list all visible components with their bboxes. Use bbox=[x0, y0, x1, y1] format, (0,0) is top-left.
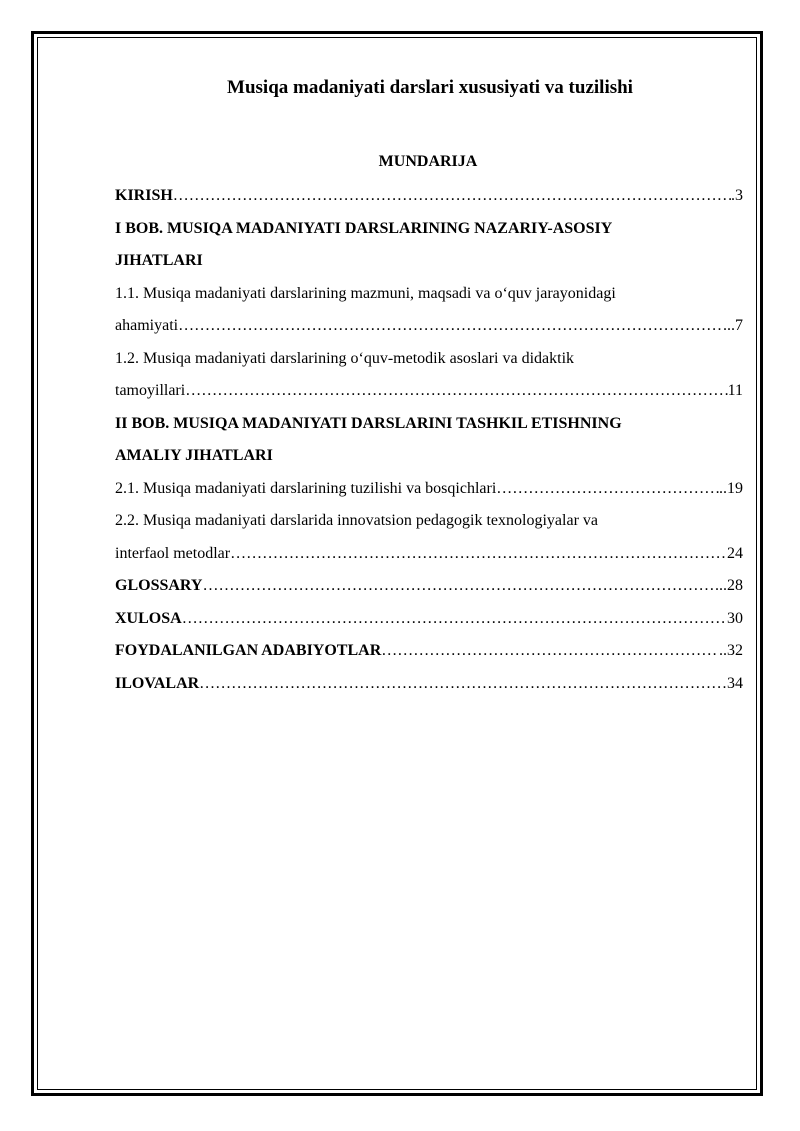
toc-leader-end: .. bbox=[719, 642, 727, 659]
toc-entry-label: 2.1. Musiqa madaniyati darslarining tuzilishi va bosqichlari bbox=[115, 479, 497, 497]
toc-section-1-2-line-1: 1.2. Musiqa madaniyati darslarining o‘quv-metodik asoslari va didaktik bbox=[115, 349, 575, 367]
toc-entry-label: tamoyillari bbox=[115, 382, 186, 399]
toc-chapter-2-line-2: AMALIY JIHATLARI bbox=[115, 447, 273, 464]
toc-leader-dots bbox=[178, 310, 723, 343]
toc-leader-dots bbox=[202, 570, 715, 603]
toc-entry-section-2-1[interactable] bbox=[115, 473, 743, 506]
toc-entry-label: ILOVALAR bbox=[115, 674, 200, 692]
toc-entry-label: KIRISH bbox=[115, 187, 173, 204]
toc-leader-dots bbox=[230, 538, 727, 571]
toc-entry-ilovalar[interactable] bbox=[115, 668, 743, 701]
toc-entry-label: XULOSA bbox=[115, 609, 182, 627]
toc-entry-section-2-2[interactable] bbox=[115, 538, 743, 571]
toc-leader-dots bbox=[173, 180, 731, 213]
table-of-contents bbox=[115, 180, 743, 700]
toc-leader-dots bbox=[199, 668, 727, 701]
toc-page-number: 7 bbox=[735, 317, 743, 334]
toc-page-number: 34 bbox=[727, 674, 743, 692]
toc-entry-label: GLOSSARY bbox=[115, 577, 203, 594]
toc-chapter-2-line-1: II BOB. MUSIQA MADANIYATI DARSLARINI TASHKIL ETISHNING bbox=[115, 414, 622, 432]
document-title: Musiqa madaniyati darslari xususiyati va tuzilishi bbox=[227, 77, 633, 98]
toc-entry-label: FOYDALANILGAN ADABIYOTLAR bbox=[115, 642, 382, 659]
toc-page-number: 3 bbox=[735, 187, 743, 204]
toc-entry-label: ahamiyati bbox=[115, 317, 179, 334]
toc-page-number: 11 bbox=[727, 382, 743, 399]
toc-entry-section-1-2[interactable] bbox=[115, 375, 743, 408]
toc-page-number: 32 bbox=[727, 642, 743, 659]
toc-chapter-1-line-2: JIHATLARI bbox=[115, 252, 203, 269]
toc-leader-dots bbox=[185, 375, 727, 408]
toc-page-number: 19 bbox=[727, 479, 743, 497]
toc-leader-dots bbox=[496, 473, 719, 506]
toc-leader-end: ... bbox=[715, 577, 727, 594]
toc-leader-end: ... bbox=[723, 317, 735, 334]
toc-entry-label: interfaol metodlar bbox=[115, 544, 231, 562]
toc-leader-dots bbox=[381, 635, 719, 668]
toc-entry-kirish[interactable] bbox=[115, 180, 743, 213]
toc-section-1-1-line-1: 1.1. Musiqa madaniyati darslarining mazmuni, maqsadi va o‘quv jarayonidagi bbox=[115, 284, 616, 302]
toc-chapter-1-line-1: I BOB. MUSIQA MADANIYATI DARSLARINING NAZARIY-ASOSIY bbox=[115, 219, 613, 237]
toc-entry-adabiyotlar[interactable] bbox=[115, 635, 743, 668]
toc-entry-xulosa[interactable] bbox=[115, 603, 743, 636]
toc-leader-dots bbox=[182, 603, 727, 636]
toc-entry-glossary[interactable] bbox=[115, 570, 743, 603]
toc-page-number: 30 bbox=[727, 609, 743, 627]
toc-entry-section-1-1[interactable] bbox=[115, 310, 743, 343]
toc-heading: MUNDARIJA bbox=[378, 153, 478, 170]
toc-page-number: 28 bbox=[727, 577, 743, 594]
toc-leader-end: . bbox=[731, 187, 735, 204]
toc-page-number: 24 bbox=[727, 544, 743, 562]
toc-section-2-2-line-1: 2.2. Musiqa madaniyati darslarida innovatsion pedagogik texnologiyalar va bbox=[115, 512, 598, 529]
toc-leader-end: .. bbox=[719, 479, 727, 497]
